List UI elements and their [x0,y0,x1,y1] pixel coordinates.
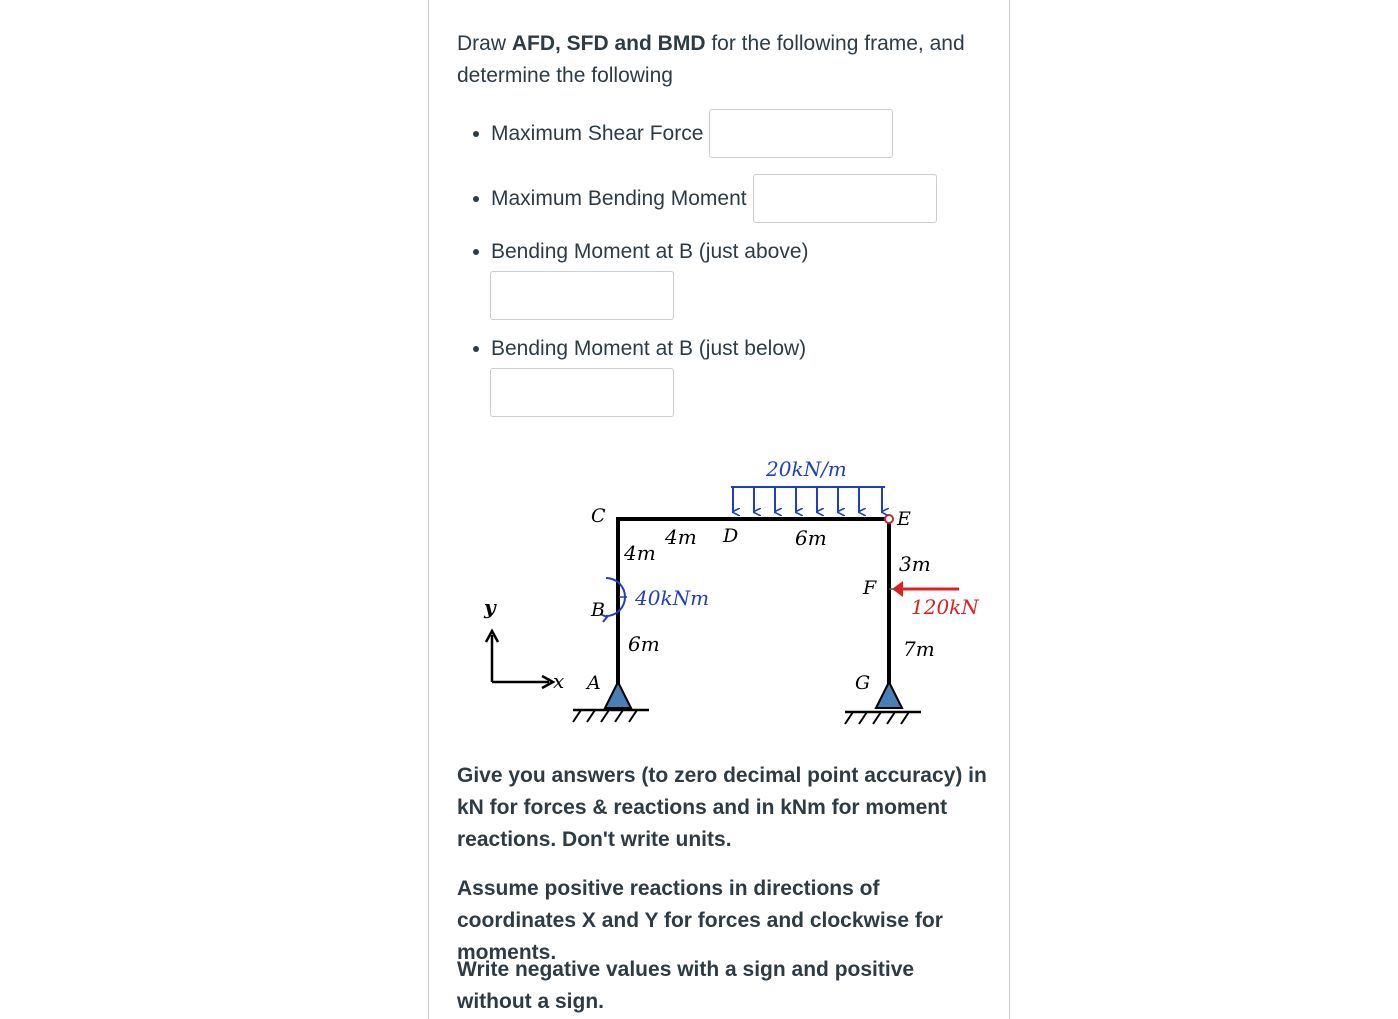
dim-fg-label: 7m [903,637,935,661]
point-e-label: E [897,508,911,530]
bullet-icon [473,131,479,137]
intro-suffix: for the following frame, and determine the following [457,32,965,87]
force-label: 120kN [911,595,979,619]
instruction-signs: Assume positive reactions in directions of coordinates X and Y for forces and clockwise for moments. [457,877,943,964]
point-c-label: C [591,505,606,527]
question-card [428,0,1010,1019]
bullet-icon [473,249,479,255]
dim-de-label: 6m [795,526,827,550]
moment-b-below-input[interactable] [490,368,674,417]
point-d-label: D [723,525,739,547]
question-prompt [457,28,987,92]
item-max-moment [473,174,937,223]
item-moment-b-below [473,337,806,361]
max-moment-input[interactable] [753,174,937,223]
bullet-icon [473,346,479,352]
point-f-label: F [863,577,877,599]
udl-label: 20kN/m [766,457,847,481]
bullet-icon [473,196,479,202]
point-a-label: A [587,672,601,694]
item-label: Maximum Shear Force [491,121,704,145]
item-label: Bending Moment at B (just below) [491,337,807,360]
item-moment-b-above [473,240,809,264]
axis-x-label: x [553,669,565,693]
frame-diagram [469,450,989,740]
dim-cd-label: 4m [665,525,697,549]
dim-ef-label: 3m [899,552,931,576]
max-shear-input[interactable] [709,109,893,158]
udl-arrows-icon [731,487,885,512]
instruction-negative: Write negative values with a sign and positive without a sign. [457,958,915,1013]
item-label: Maximum Bending Moment [491,186,747,210]
moment-b-above-input[interactable] [490,271,674,320]
intro-bold: AFD, SFD and BMD [511,32,706,55]
item-max-shear [473,109,893,158]
dim-ba-label: 6m [628,632,660,656]
instruction-units: Give you answers (to zero decimal point accuracy) in kN for forces & reactions and in kNm for moment reactions. Don't write units. [457,764,987,851]
hinge-e-icon [885,515,893,523]
point-b-label: B [591,599,605,621]
axis-y-label: y [484,595,496,619]
axes-icon [486,631,553,688]
intro-prefix: Draw [457,32,512,55]
item-label: Bending Moment at B (just above) [491,240,809,263]
moment-label: 40kNm [635,586,710,610]
support-a-icon [573,682,649,722]
point-g-label: G [855,672,871,694]
dim-cb-label: 4m [624,541,656,565]
